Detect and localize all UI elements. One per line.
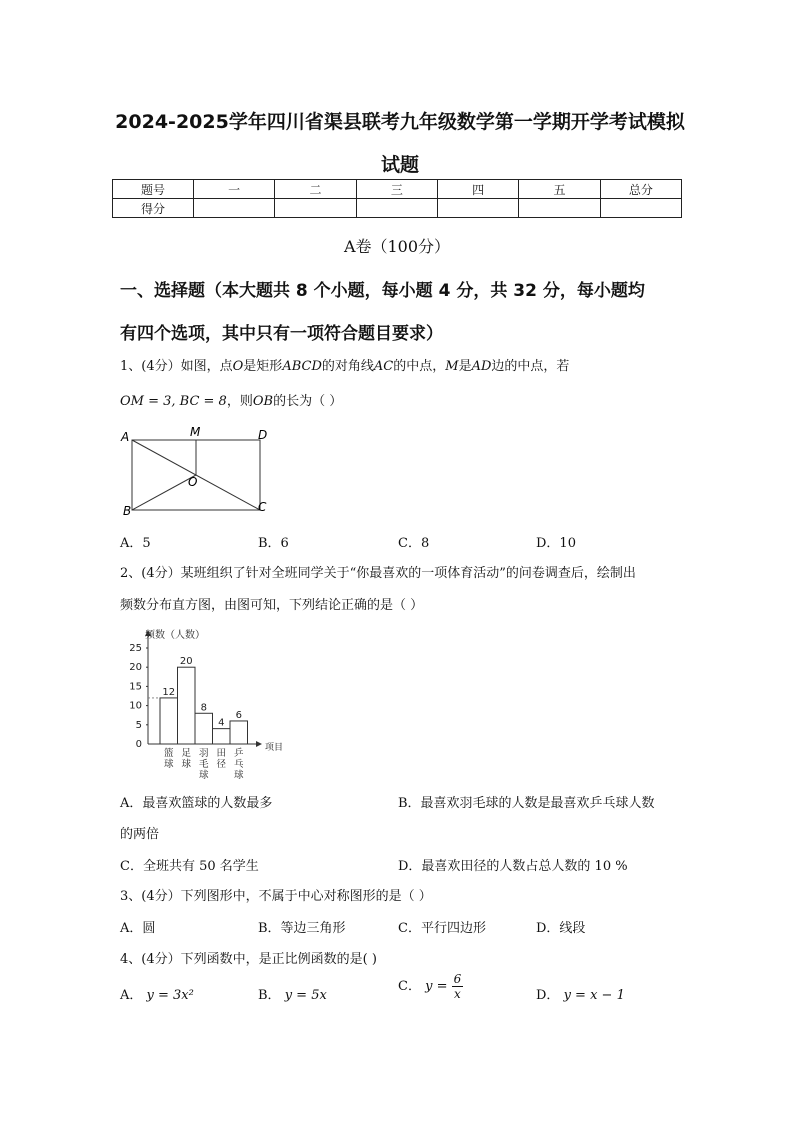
y-axis-label: 频数（人数） xyxy=(145,630,205,641)
y-tick-label: 5 xyxy=(135,719,142,731)
score-row-label: 得分 xyxy=(113,199,194,218)
section1-heading-cont: 有四个选项，其中只有一项符合题目要求） xyxy=(120,324,443,344)
fig-label-B: B xyxy=(123,504,132,518)
q4-stem: 4、(4分）下列函数中，是正比例函数的是( ) xyxy=(120,952,377,967)
score-cell: 四 xyxy=(437,180,518,199)
category-label-char: 篮 xyxy=(163,748,174,759)
score-cell: 二 xyxy=(275,180,356,199)
q4-option-a-math: y = 3x² xyxy=(146,988,194,1003)
section-a-title: A卷（100分） xyxy=(343,237,451,256)
q1-text: 的长为（ ） xyxy=(273,394,343,409)
q1-math-given: OM = 3, BC = 8 xyxy=(120,394,227,409)
q4-option-c-label: C． xyxy=(398,979,421,994)
category-label-char: 球 xyxy=(163,759,174,770)
q1-stem-line1 xyxy=(120,355,569,374)
score-table xyxy=(112,179,682,218)
q4-option-c-fraction xyxy=(452,972,464,1001)
q4-option-b-math: y = 5x xyxy=(284,988,327,1003)
histogram-bar xyxy=(213,729,231,744)
exam-title-line1: 2024-2025学年四川省渠县联考九年级数学第一学期开学考试模拟 xyxy=(115,111,685,133)
q3-option-a[interactable]: A．圆 xyxy=(120,921,156,936)
q1-text: 1、(4分）如图，点 xyxy=(120,359,233,374)
score-blank-cell[interactable] xyxy=(600,199,681,218)
fig-label-O: O xyxy=(188,475,198,489)
q3-option-d[interactable]: D．线段 xyxy=(536,921,586,936)
category-label-char: 田 xyxy=(216,748,227,759)
score-blank-cell[interactable] xyxy=(519,199,600,218)
q1-text: 边的中点，若 xyxy=(491,359,570,374)
category-label-char: 毛 xyxy=(198,759,209,770)
exam-title-line2: 试题 xyxy=(380,154,419,176)
q2-option-a[interactable]: A．最喜欢篮球的人数最多 xyxy=(120,796,273,811)
q1-math-OB: OB xyxy=(252,394,274,409)
category-label-char: 羽 xyxy=(198,748,209,759)
q2-stem-line1: 2、(4分）某班组织了针对全班同学关于“你最喜欢的一项体育活动”的问卷调查后，绘制出 xyxy=(120,566,636,581)
q1-text: 的中点， xyxy=(393,359,446,374)
fig-label-D: D xyxy=(258,428,268,442)
q1-math-AD: AD xyxy=(471,359,492,374)
score-blank-cell[interactable] xyxy=(356,199,437,218)
fig-label-M: M xyxy=(190,425,201,439)
category-label-char: 径 xyxy=(216,759,227,770)
x-axis-label: 项目 xyxy=(265,743,284,753)
q1-text: ，则 xyxy=(226,394,253,409)
q1-option-c[interactable]: C．8 xyxy=(398,536,430,551)
q1-text: 是矩形 xyxy=(243,359,283,374)
q1-option-d[interactable]: D．10 xyxy=(536,536,576,551)
bar-value-label: 12 xyxy=(162,686,176,698)
histogram-bar xyxy=(195,713,213,744)
score-blank-cell[interactable] xyxy=(437,199,518,218)
category-label-char: 球 xyxy=(181,759,192,770)
category-label-char: 球 xyxy=(198,770,209,781)
fraction-denominator: x xyxy=(454,987,461,1001)
q4-option-b[interactable] xyxy=(258,984,327,1003)
score-cell: 三 xyxy=(356,180,437,199)
q2-option-b[interactable]: B．最喜欢羽毛球的人数是最喜欢乒乓球人数 xyxy=(398,796,655,811)
q4-option-c-lhs: y = xyxy=(425,979,448,994)
q1-option-a[interactable]: A．5 xyxy=(120,536,151,551)
score-cell: 题号 xyxy=(113,180,194,199)
category-label-char: 乓 xyxy=(233,759,244,770)
q1-math-O: O xyxy=(232,359,244,374)
q1-text: 是 xyxy=(458,359,472,374)
q2-option-d[interactable]: D．最喜欢田径的人数占总人数的 10 % xyxy=(398,859,628,874)
bar-value-label: 4 xyxy=(218,717,225,729)
q1-option-b[interactable]: B．6 xyxy=(258,536,289,551)
q2-frequency-histogram xyxy=(128,626,298,786)
q2-option-b-cont: 的两倍 xyxy=(120,827,160,842)
fig-label-C: C xyxy=(258,500,267,514)
q2-option-c[interactable]: C．全班共有 50 名学生 xyxy=(120,859,259,874)
q1-rectangle-figure xyxy=(118,424,278,520)
q4-option-d-label: D． xyxy=(536,988,560,1003)
bar-value-label: 20 xyxy=(179,656,193,668)
score-table-score-row xyxy=(113,199,682,218)
bar-value-label: 8 xyxy=(200,702,207,714)
q4-option-d-math: y = x − 1 xyxy=(563,988,625,1003)
score-cell: 总分 xyxy=(600,180,681,199)
q1-math-AC: AC xyxy=(373,359,394,374)
y-tick-label: 25 xyxy=(129,643,142,654)
fraction-numerator: 6 xyxy=(453,972,462,986)
category-label-char: 足 xyxy=(181,748,192,759)
q4-option-a[interactable] xyxy=(120,984,194,1003)
score-cell: 一 xyxy=(194,180,275,199)
q1-stem-line2 xyxy=(120,390,342,409)
x-axis-arrow-icon xyxy=(256,741,262,747)
y-tick-label: 0 xyxy=(135,739,142,750)
histogram-bar xyxy=(178,667,196,744)
q1-math-ABCD: ABCD xyxy=(282,359,322,374)
y-tick-label: 15 xyxy=(129,681,142,693)
y-tick-label: 10 xyxy=(129,700,142,712)
score-blank-cell[interactable] xyxy=(194,199,275,218)
y-tick-label: 20 xyxy=(129,662,142,674)
q3-stem: 3、(4分）下列图形中，不属于中心对称图形的是（ ） xyxy=(120,889,432,904)
category-label-char: 乒 xyxy=(233,748,244,759)
histogram-bar xyxy=(230,721,248,744)
q4-option-b-label: B． xyxy=(258,988,281,1003)
section1-heading: 一、选择题（本大题共 8 个小题，每小题 4 分，共 32 分，每小题均 xyxy=(120,281,645,301)
score-blank-cell[interactable] xyxy=(275,199,356,218)
q2-stem-line2: 频数分布直方图，由图可知，下列结论正确的是（ ） xyxy=(120,598,424,613)
q1-text: 的对角线 xyxy=(321,359,374,374)
category-label-char: 球 xyxy=(233,770,244,781)
bar-value-label: 6 xyxy=(235,709,242,721)
q3-option-b[interactable]: B．等边三角形 xyxy=(258,921,346,936)
score-table-header-row xyxy=(113,180,682,199)
q4-option-d[interactable] xyxy=(536,984,625,1003)
q4-option-c[interactable] xyxy=(398,972,463,1001)
fig-label-A: A xyxy=(121,430,130,444)
q3-option-c[interactable]: C．平行四边形 xyxy=(398,921,486,936)
q4-option-a-label: A． xyxy=(120,988,143,1003)
q1-math-M: M xyxy=(445,359,459,374)
score-cell: 五 xyxy=(519,180,600,199)
histogram-bar xyxy=(160,698,178,744)
